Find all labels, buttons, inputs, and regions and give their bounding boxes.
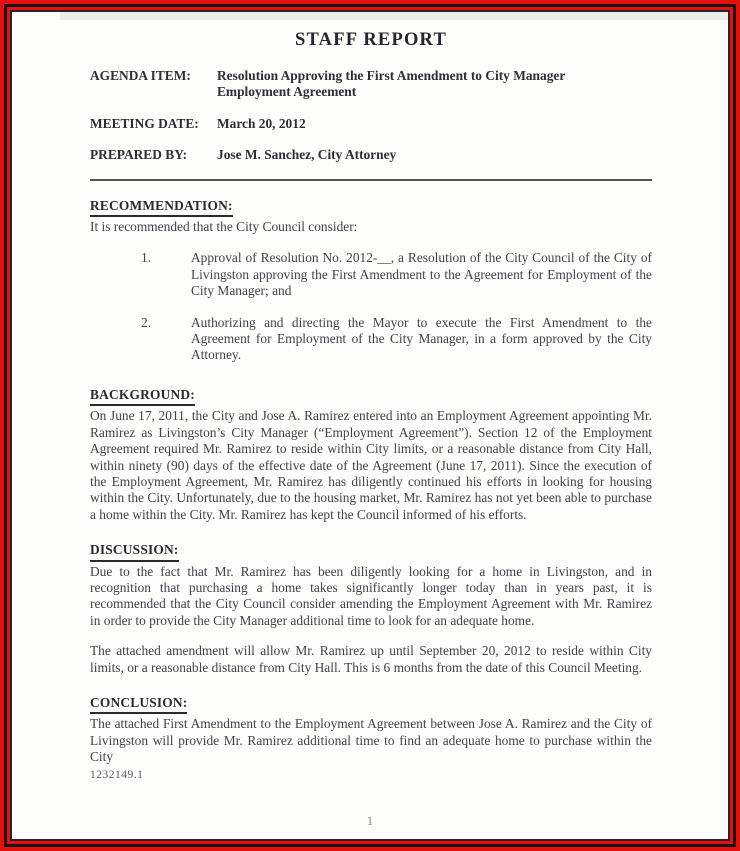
item-1-number: 1. <box>141 250 152 266</box>
background-heading: BACKGROUND: <box>90 387 195 406</box>
staff-report-page <box>10 10 730 841</box>
background-section <box>90 368 652 523</box>
recommendation-item-1 <box>141 250 652 299</box>
agenda-item-row <box>90 68 652 101</box>
prepared-by-row <box>90 147 652 163</box>
header-meta <box>90 68 652 164</box>
agenda-item-value: Resolution Approving the First Amendment to City Manager Employment Agreement <box>217 68 566 100</box>
agenda-item-label: AGENDA ITEM: <box>90 68 191 83</box>
border-inner-red-line <box>7 7 733 844</box>
conclusion-paragraph: The attached First Amendment to the Employment Agreement between Jose A. Ramirez and the City of Livingston will provide Mr. Ramirez additional time to find an adequate home to purchase within the City <box>90 716 652 765</box>
meeting-date-value: March 20, 2012 <box>217 115 306 131</box>
meeting-date-label: MEETING DATE: <box>90 115 199 131</box>
page-content <box>12 12 728 783</box>
meeting-date-row <box>90 116 652 132</box>
conclusion-heading: CONCLUSION: <box>90 695 187 714</box>
item-2-number: 2. <box>141 314 152 330</box>
prepared-by-label: PREPARED BY: <box>90 147 188 163</box>
recommendation-item-2 <box>141 315 652 364</box>
border-black-line <box>4 4 736 847</box>
item-1-text: Approval of Resolution No. 2012-__, a Resolution of the City Council of the City of Livingston approving the First Amendment to the Agreement for Employment of the City Manager; and <box>191 250 652 299</box>
recommendation-intro: It is recommended that the City Council consider: <box>90 219 358 235</box>
report-title: STAFF REPORT <box>295 30 447 50</box>
discussion-heading: DISCUSSION: <box>90 542 179 561</box>
recommendation-heading: RECOMMENDATION: <box>90 198 233 217</box>
prepared-by-value: Jose M. Sanchez, City Attorney <box>217 147 397 163</box>
recommendation-list <box>90 250 652 363</box>
discussion-section <box>90 523 652 676</box>
item-2-text: Authorizing and directing the Mayor to execute the First Amendment to the Agreement for Employment of the City Manager, in a form approved by the City Attorney. <box>191 314 652 363</box>
recommendation-section <box>90 181 652 364</box>
discussion-paragraph-2: The attached amendment will allow Mr. Ramirez up until September 20, 2012 to reside within City limits, or a reasonable distance from City Hall. This is 6 months from the date of this Council Meeting. <box>90 643 652 675</box>
page-number: 1 <box>366 813 374 828</box>
background-paragraph: On June 17, 2011, the City and Jose A. Ramirez entered into an Employment Agreement appointing Mr. Ramirez as Livingston’s City Manager (“Employment Agreement”). Section 12 of the Employment Agreement required Mr. Ramirez to reside within City limits, or a reasonable distance from City Hall, within ninety (90) days of the effective date of the Agreement (June 17, 2011). Since the execution of the Employment Agreement, Mr. Ramirez has diligently continued his efforts in looking for housing within the City. Unfortunately, due to the housing market, Mr. Ramirez has not yet been able to purchase a home within the City. Mr. Ramirez has kept the Council informed of his efforts. <box>90 408 652 522</box>
conclusion-section <box>90 676 652 783</box>
discussion-paragraph-1: Due to the fact that Mr. Ramirez has been diligently looking for a home in Livingston, and in recognition that purchasing a home takes significantly longer today than in years past, it is recommended that the City Council consider amending the Employment Agreement with Mr. Ramirez in order to provide the City Manager additional time to look for an adequate home. <box>90 563 652 628</box>
document-id: 1232149.1 <box>90 768 144 781</box>
